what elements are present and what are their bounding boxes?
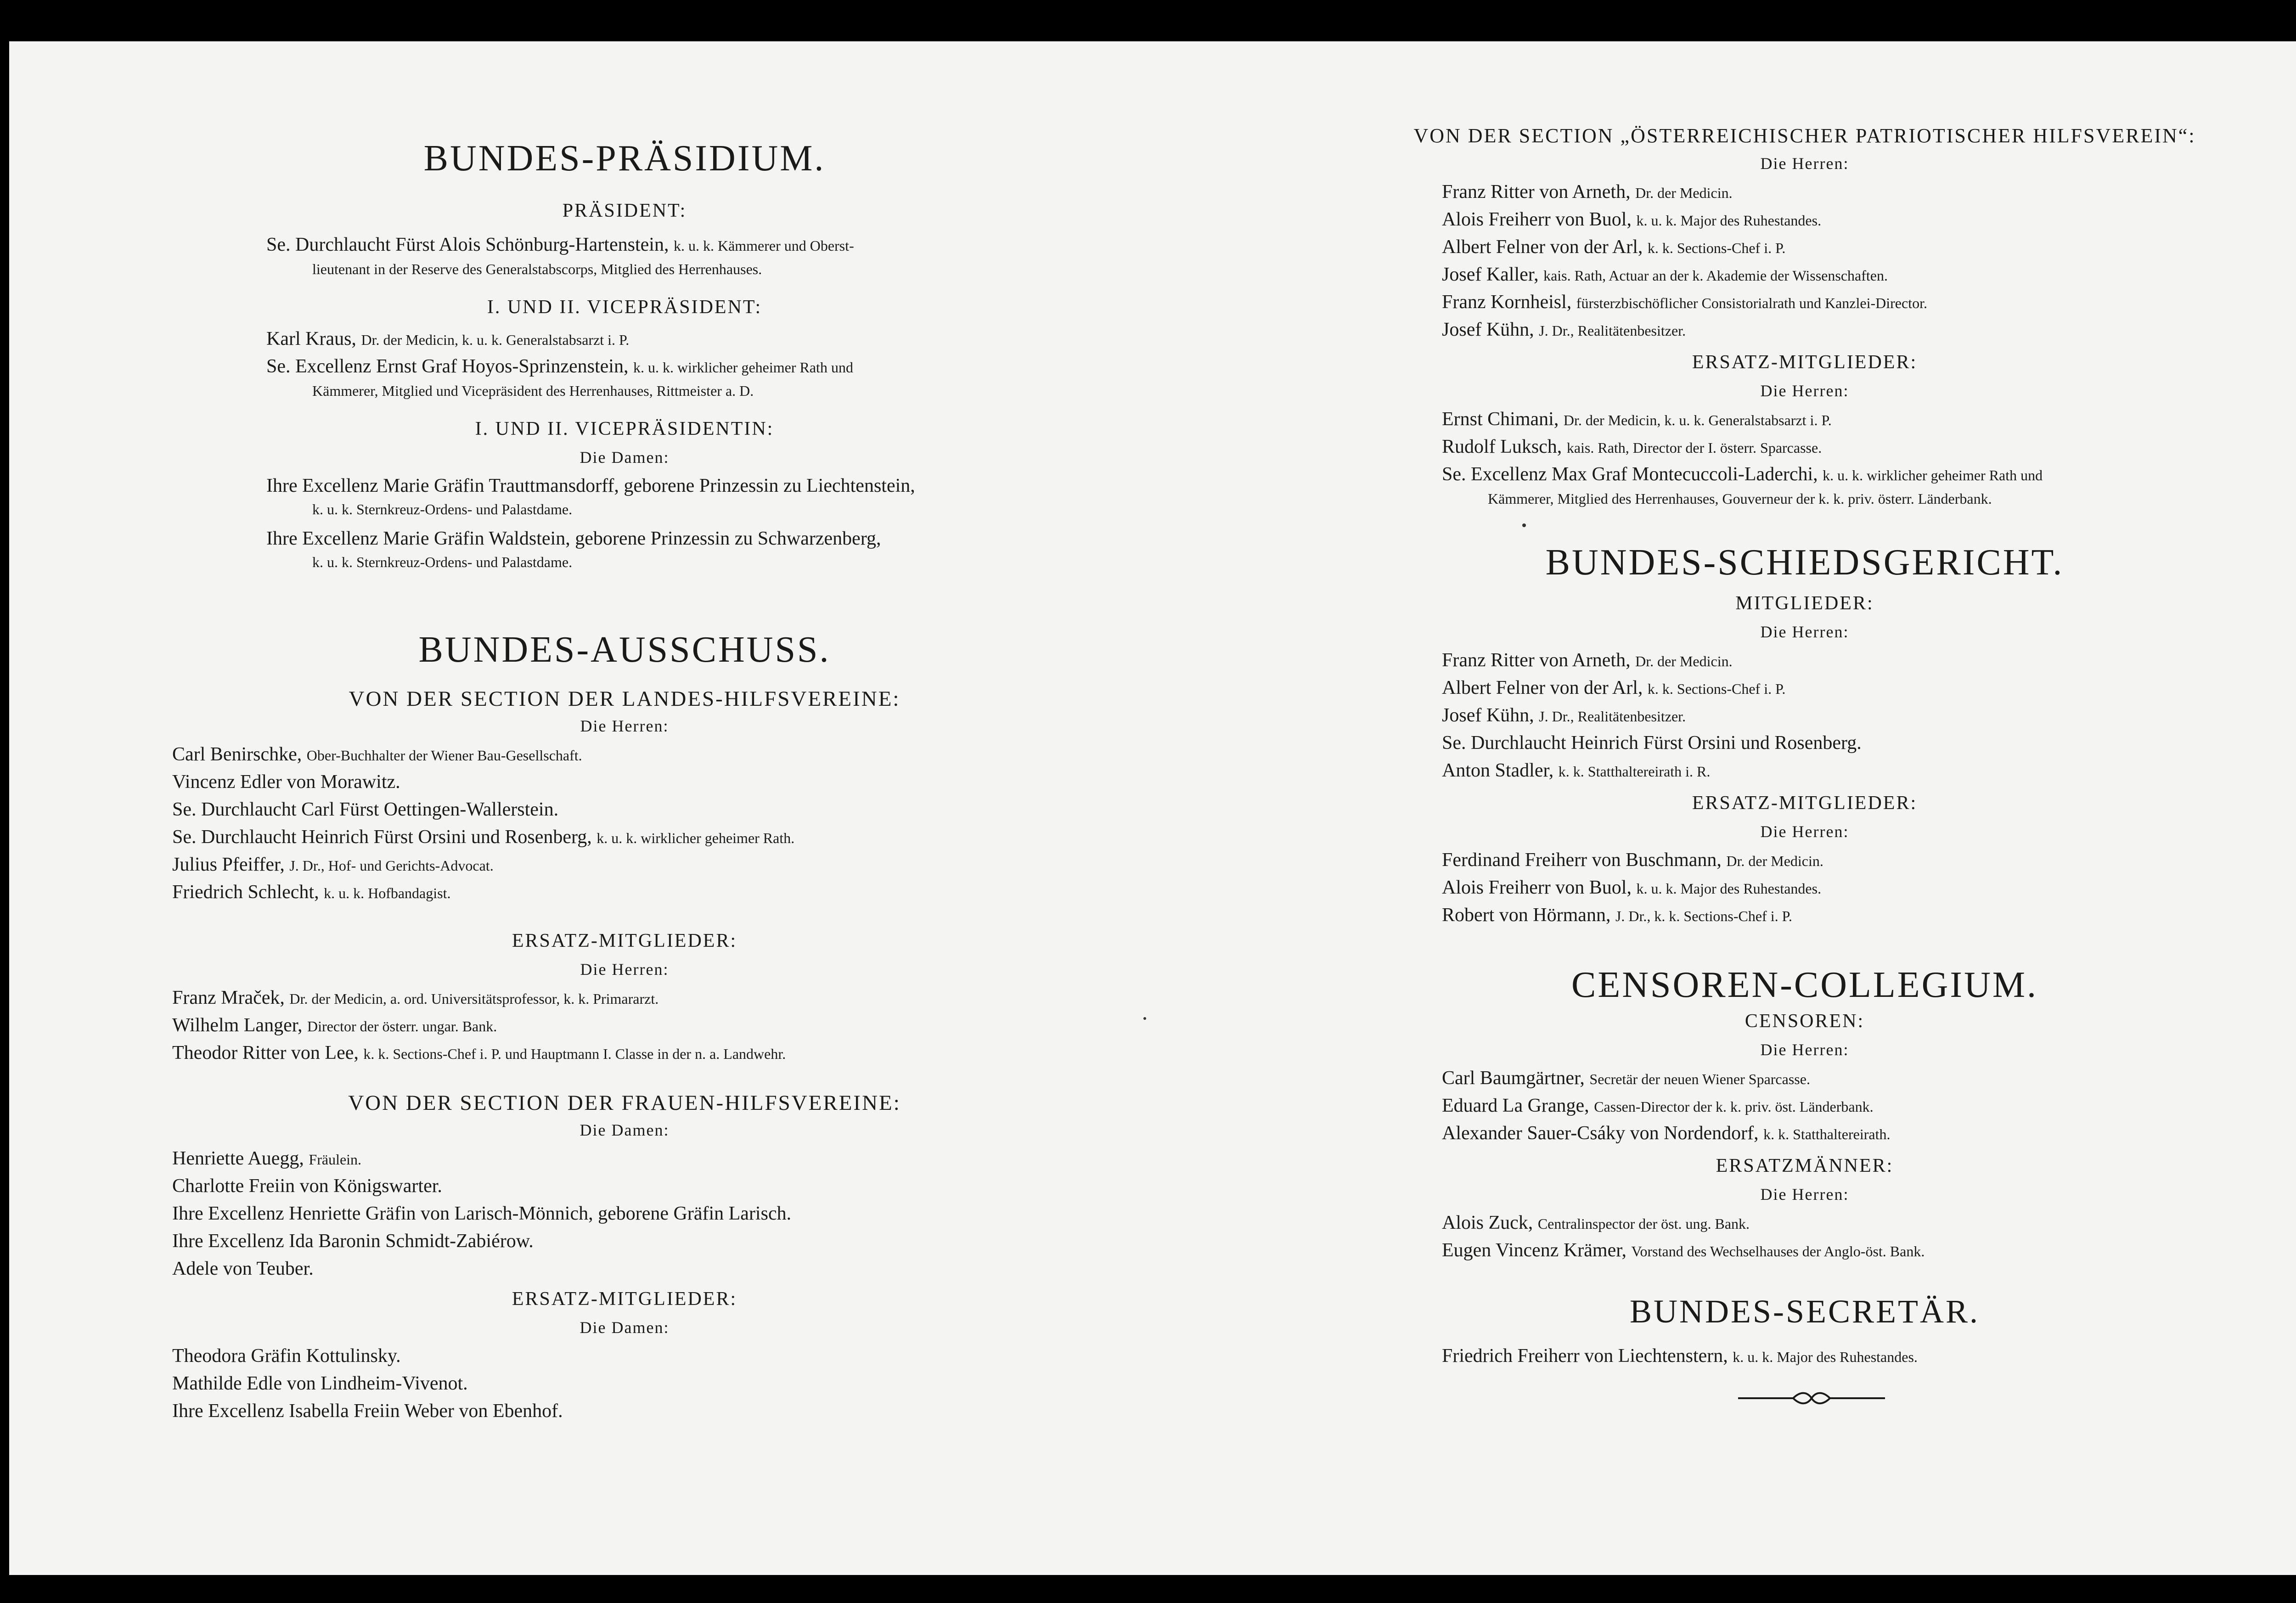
list-item: Charlotte Freiin von Königswarter. bbox=[172, 1176, 442, 1197]
list-item: Wilhelm Langer, Director der österr. ungar. Bank. bbox=[172, 1015, 497, 1036]
herren-label: Die Herren: bbox=[580, 717, 669, 735]
list-item: Alois Freiherr von Buol, k. u. k. Major des Ruhestandes. bbox=[1442, 209, 1822, 230]
list-item: Josef Kühn, J. Dr., Realitätenbesitzer. bbox=[1442, 319, 1686, 340]
herren-label: Die Herren: bbox=[1760, 822, 1849, 841]
list-item: Ernst Chimani, Dr. der Medicin, k. u. k. Generalstabsarzt i. P. bbox=[1442, 409, 1832, 430]
list-item: Se. Durchlaucht Carl Fürst Oettingen-Wallerstein. bbox=[172, 799, 559, 820]
list-item: Albert Felner von der Arl, k. k. Sections-Chef i. P. bbox=[1442, 677, 1786, 698]
list-item: Theodor Ritter von Lee, k. k. Sections-Chef i. P. und Hauptmann I. Classe in der n. a. Landwehr. bbox=[172, 1042, 786, 1063]
list-item: Eduard La Grange, Cassen-Director der k. k. priv. öst. Länderbank. bbox=[1442, 1095, 1874, 1116]
herren-label: Die Herren: bbox=[1760, 154, 1849, 173]
list-item: Mathilde Edle von Lindheim-Vivenot. bbox=[172, 1373, 468, 1394]
censoren-heading: CENSOREN: bbox=[1745, 1011, 1865, 1032]
damen-label: Die Damen: bbox=[580, 1121, 670, 1139]
ersatz-heading: ERSATZ-MITGLIEDER: bbox=[1692, 793, 1918, 814]
list-item: Se. Durchlaucht Heinrich Fürst Orsini und Rosenberg, k. u. k. wirklicher geheimer Rath. bbox=[172, 827, 795, 848]
flourish-ornament bbox=[1736, 1389, 1887, 1407]
list-item: Albert Felner von der Arl, k. k. Sections-Chef i. P. bbox=[1442, 236, 1786, 258]
list-item: Se. Excellenz Max Graf Montecuccoli-Laderchi, k. u. k. wirklicher geheimer Rath und Kämmerer, Mitglied des Herrenhauses, Gouverneur der k. k. priv. österr. Länderbank. bbox=[1442, 464, 2043, 507]
vice-heading: I. UND II. VICEPRÄSIDENT: bbox=[487, 297, 762, 318]
list-item: Eugen Vincenz Krämer, Vorstand des Wechselhauses der Anglo-öst. Bank. bbox=[1442, 1240, 1925, 1261]
list-item: Ihre Excellenz Isabella Freiin Weber von Ebenhof. bbox=[172, 1401, 563, 1422]
damen-label: Die Damen: bbox=[580, 1318, 670, 1337]
list-item: Josef Kaller, kais. Rath, Actuar an der k. Akademie der Wissenschaften. bbox=[1442, 264, 1888, 285]
document-sheet bbox=[9, 41, 2296, 1575]
list-item: Vincenz Edler von Morawitz. bbox=[172, 771, 400, 793]
ink-spot bbox=[1143, 1017, 1146, 1020]
list-item: Henriette Auegg, Fräulein. bbox=[172, 1148, 362, 1169]
ersatz-heading: ERSATZ-MITGLIEDER: bbox=[512, 1288, 737, 1310]
list-item: Carl Benirschke, Ober-Buchhalter der Wiener Bau-Gesellschaft. bbox=[172, 744, 582, 765]
list-item: Franz Mraček, Dr. der Medicin, a. ord. Universitätsprofessor, k. k. Primararzt. bbox=[172, 987, 659, 1008]
mitglieder-heading: MITGLIEDER: bbox=[1735, 593, 1874, 614]
vice1-entry: Karl Kraus, Dr. der Medicin, k. u. k. Generalstabsarzt i. P. bbox=[266, 328, 630, 349]
ink-spot bbox=[1522, 523, 1526, 527]
list-item: Julius Pfeiffer, J. Dr., Hof- und Gerichts-Advocat. bbox=[172, 854, 494, 875]
herren-label: Die Herren: bbox=[580, 960, 669, 979]
list-item: Ferdinand Freiherr von Buschmann, Dr. der Medicin. bbox=[1442, 849, 1823, 871]
herren-label: Die Herren: bbox=[1760, 1041, 1849, 1059]
herren-label: Die Herren: bbox=[1760, 382, 1849, 400]
ersatz-heading: ERSATZ-MITGLIEDER: bbox=[512, 930, 737, 951]
list-item: Robert von Hörmann, J. Dr., k. k. Sections-Chef i. P. bbox=[1442, 905, 1792, 926]
ersatzmaenner-heading: ERSATZMÄNNER: bbox=[1716, 1155, 1894, 1176]
president-entry: Se. Durchlaucht Fürst Alois Schönburg-Hartenstein, k. u. k. Kämmerer und Oberst- lieutenant in der Reserve des Generalstabscorps, Mitglied des Herrenhauses. bbox=[266, 234, 854, 277]
ersatz-heading: ERSATZ-MITGLIEDER: bbox=[1692, 352, 1918, 373]
list-item: Alexander Sauer-Csáky von Nordendorf, k. k. Statthaltereirath. bbox=[1442, 1123, 1891, 1144]
list-item: Alois Freiherr von Buol, k. u. k. Major des Ruhestandes. bbox=[1442, 877, 1822, 898]
right-page bbox=[1221, 41, 2296, 1575]
list-item: Ihre Excellenz Henriette Gräfin von Larisch-Mönnich, geborene Gräfin Larisch. bbox=[172, 1203, 792, 1224]
patriot-heading: VON DER SECTION „ÖSTERREICHISCHER PATRIOTISCHER HILFSVEREIN“: bbox=[1413, 124, 2196, 147]
vicewoman1-entry: Ihre Excellenz Marie Gräfin Trauttmansdorff, geborene Prinzessin zu Liechtenstein, k. u. k. Sternkreuz-Ordens- und Palastdame. bbox=[266, 475, 915, 517]
vice2-entry: Se. Excellenz Ernst Graf Hoyos-Sprinzenstein, k. u. k. wirklicher geheimer Rath und Kämmerer, Mitglied und Vicepräsident des Herrenhauses, Rittmeister a. D. bbox=[266, 356, 853, 399]
secretaer-entry: Friedrich Freiherr von Liechtenstern, k. u. k. Major des Ruhestandes. bbox=[1442, 1345, 1918, 1367]
list-item: Theodora Gräfin Kottulinsky. bbox=[172, 1345, 401, 1367]
list-item: Carl Baumgärtner, Secretär der neuen Wiener Sparcasse. bbox=[1442, 1068, 1810, 1089]
list-item: Se. Durchlaucht Heinrich Fürst Orsini und Rosenberg. bbox=[1442, 732, 1862, 754]
censoren-title: CENSOREN-COLLEGIUM. bbox=[1571, 965, 2038, 1005]
left-page bbox=[9, 41, 1221, 1575]
secretaer-title: BUNDES-SECRETÄR. bbox=[1629, 1293, 1980, 1330]
president-heading: PRÄSIDENT: bbox=[562, 200, 687, 221]
list-item: Friedrich Schlecht, k. u. k. Hofbandagist. bbox=[172, 882, 451, 903]
vicewoman2-entry: Ihre Excellenz Marie Gräfin Waldstein, geborene Prinzessin zu Schwarzenberg, k. u. k. Sternkreuz-Ordens- und Palastdame. bbox=[266, 528, 881, 570]
list-item: Ihre Excellenz Ida Baronin Schmidt-Zabiérow. bbox=[172, 1231, 534, 1252]
list-item: Rudolf Luksch, kais. Rath, Director der I. österr. Sparcasse. bbox=[1442, 436, 1822, 457]
schiedsgericht-title: BUNDES-SCHIEDSGERICHT. bbox=[1545, 542, 2064, 583]
list-item: Josef Kühn, J. Dr., Realitätenbesitzer. bbox=[1442, 705, 1686, 726]
list-item: Adele von Teuber. bbox=[172, 1258, 314, 1279]
ausschuss-title: BUNDES-AUSSCHUSS. bbox=[418, 630, 831, 670]
herren-label: Die Herren: bbox=[1760, 1185, 1849, 1204]
list-item: Franz Ritter von Arneth, Dr. der Medicin. bbox=[1442, 181, 1733, 202]
list-item: Franz Ritter von Arneth, Dr. der Medicin. bbox=[1442, 650, 1733, 671]
list-item: Franz Kornheisl, fürsterzbischöflicher Consistorialrath und Kanzlei-Director. bbox=[1442, 292, 1927, 313]
herren-label: Die Herren: bbox=[1760, 623, 1849, 641]
landes-heading: VON DER SECTION DER LANDES-HILFSVEREINE: bbox=[349, 687, 900, 711]
vicewoman-heading: I. UND II. VICEPRÄSIDENTIN: bbox=[475, 418, 774, 439]
list-item: Anton Stadler, k. k. Statthaltereirath i. R. bbox=[1442, 760, 1711, 781]
list-item: Alois Zuck, Centralinspector der öst. ung. Bank. bbox=[1442, 1212, 1750, 1233]
frauen-heading: VON DER SECTION DER FRAUEN-HILFSVEREINE: bbox=[348, 1091, 901, 1115]
damen-label: Die Damen: bbox=[580, 448, 670, 467]
praesidium-title: BUNDES-PRÄSIDIUM. bbox=[423, 138, 826, 179]
